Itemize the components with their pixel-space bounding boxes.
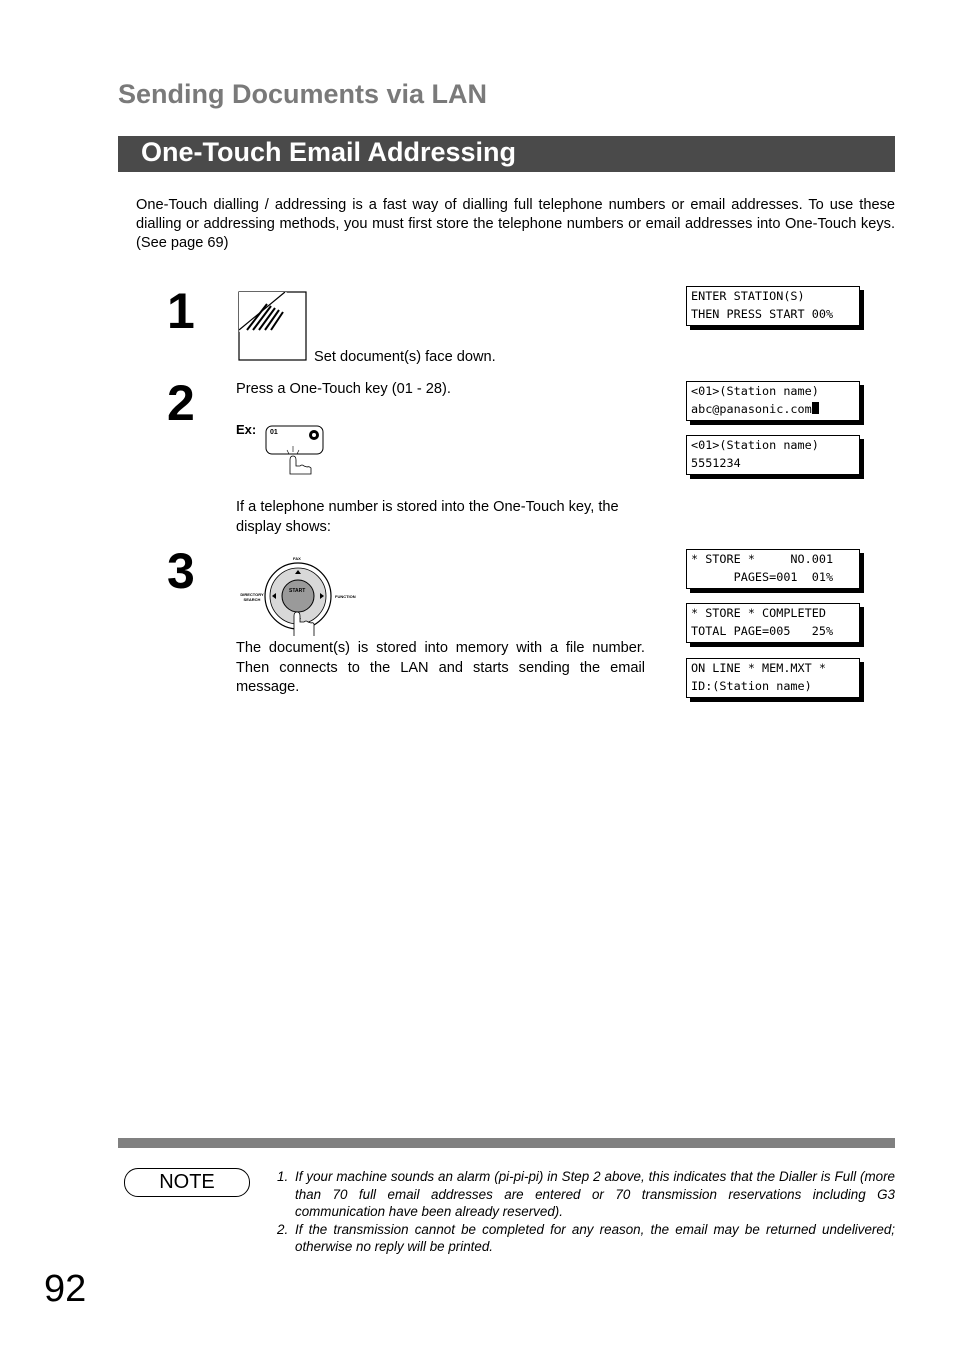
note-number: 2. (277, 1221, 289, 1237)
step-2-number: 2 (167, 375, 195, 431)
cursor-block (812, 402, 819, 414)
step-1-text: Set document(s) face down. (314, 349, 496, 365)
lcd-display: * STORE * COMPLETED TOTAL PAGE=005 25% (686, 603, 860, 643)
note-text: If the transmission cannot be completed for any reason, the email may be returned undelivered; otherwise no reply will be printed. (295, 1221, 895, 1254)
one-touch-key-label: 01 (270, 429, 278, 436)
document-face-down-icon (237, 290, 309, 364)
intro-paragraph: One-Touch dialling / addressing is a fast way of dialling full telephone numbers or email addresses. To use these dialling or addressing methods, you must first store the telephone numbers or email addresses into One-Touch keys. (See page 69) (136, 197, 895, 251)
directory-search-label: DIRECTORY SEARCH (240, 592, 264, 602)
note-list (277, 1168, 895, 1256)
start-button-label: START (289, 588, 306, 594)
section-title: Sending Documents via LAN (118, 79, 488, 109)
list-item (277, 1221, 895, 1256)
page-title-bar (118, 136, 895, 172)
lcd-display: * STORE * NO.001 PAGES=001 01% (686, 549, 860, 589)
function-label: FUNCTION (335, 594, 356, 599)
step-1-number: 1 (167, 283, 195, 339)
note-number: 1. (277, 1169, 289, 1184)
note-divider (118, 1138, 895, 1148)
lcd-display: <01>(Station name) 5551234 (686, 435, 860, 475)
list-item (277, 1168, 895, 1221)
example-label: Ex: (236, 422, 257, 437)
lcd-display: ON LINE * MEM.MXT * ID:(Station name) (686, 658, 860, 698)
page-number: 92 (44, 1268, 87, 1310)
note-label: NOTE (124, 1168, 250, 1197)
step-2-text: Press a One-Touch key (01 - 28). (236, 381, 451, 397)
fax-label: FAX (293, 556, 301, 561)
step-3-number: 3 (167, 543, 195, 599)
telephone-note: If a telephone number is stored into the One-Touch key, the display shows: (236, 499, 619, 535)
note-text: If your machine sounds an alarm (pi-pi-pi) in Step 2 above, this indicates that the Dialler is Full (more than 70 full email addresses are entered or 70 transmission reservations including G3 communication have been already reserved). (295, 1169, 895, 1219)
lcd-display: ENTER STATION(S) THEN PRESS START 00% (686, 286, 860, 326)
lcd-display: <01>(Station name) abc@panasonic.com (686, 381, 860, 421)
step-3-text: The document(s) is stored into memory with a file number. Then connects to the LAN and starts sending the email message. (236, 640, 645, 695)
page-title: One-Touch Email Addressing (141, 137, 517, 167)
